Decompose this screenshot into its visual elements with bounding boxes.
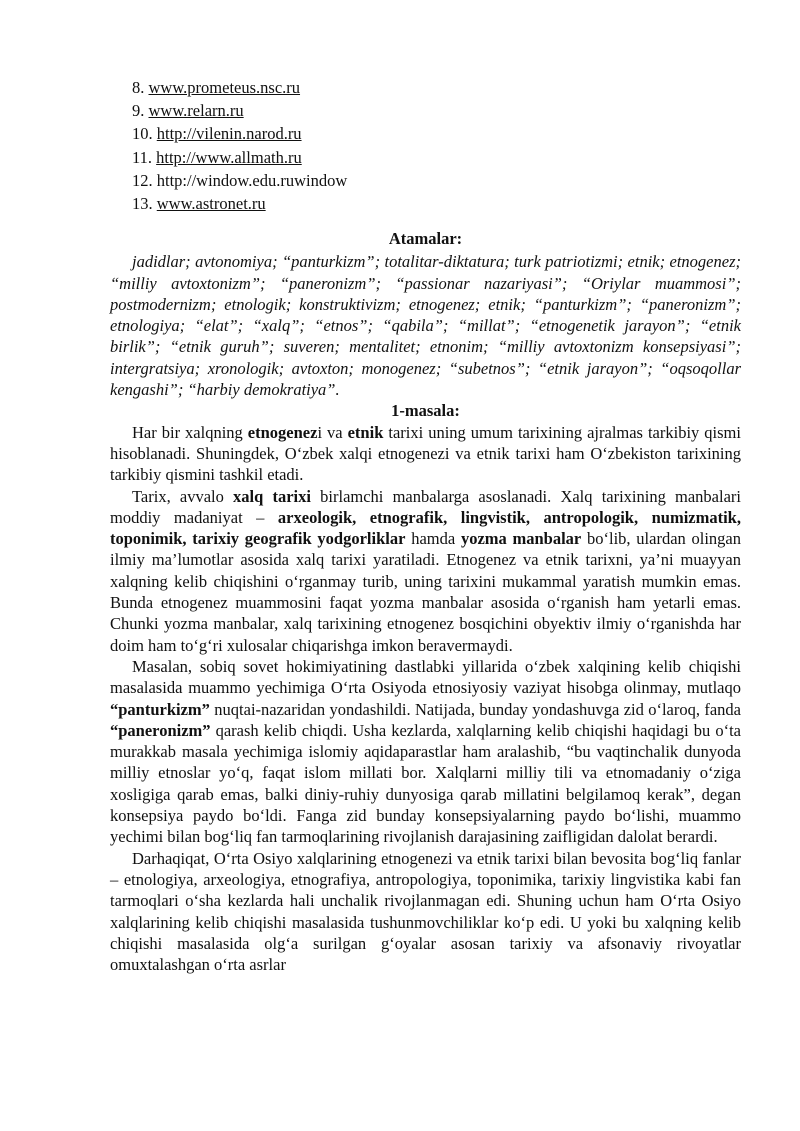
bold-term: etnik [347, 422, 384, 442]
document-body [110, 228, 741, 975]
text-run: Har bir xalqning [132, 422, 248, 442]
text-run: tarixi uning umum tarixining ajralmas tarkibiy qismi hisoblanadi. Shuningdek, O‘zbek xalqi etnogenezi va etnik tarixi ham O‘zbekiston tarixining tarkibiy qismini tashkil etadi. [110, 422, 741, 485]
paragraph-4: Darhaqiqat, O‘rta Osiyo xalqlarining etnogenezi va etnik tarixi bilan bevosita bog‘liq fanlar – etnologiya, arxeologiya, etnografiya, antropologiya, toponimika, tarixiy lingvistika kabi fan tarmoqlari o‘sha kezlarda hali unchalik rivojlanmagan edi. Shuning uchun ham O‘rta Osiyo xalqlarining kelib chiqishi masalasida tushunmovchiliklar ko‘p edi. U yoki bu xalqning kelib chiqishi masalasida olg‘a surilgan g‘oyalar asosan tarixiy va afsonaviy rivoyatlar omuxtalashgan o‘rta asrlar [110, 848, 741, 975]
reference-link[interactable]: http://vilenin.narod.ru [156, 124, 302, 144]
bold-term: “panturkizm” [110, 699, 210, 719]
text-run: i va [317, 422, 348, 442]
text-run: qarash kelib chiqdi. Usha kezlarda, xalqlarning kelib chiqishi haqidagi bu o‘ta murakkab masala yechimiga islomiy aqidaparastlar ham aralashib, “bu vaqtinchalik dunyoda milliy etnoslar yo‘q, faqat islom millati bor. Xalqlarni milliy tili va etnomadaniy o‘ziga xosligiga qarab emas, balki diniy-ruhiy dunyosiga qarab millatini belgilamoq kerak”, degan konsepsiya paydo bo‘ldi. Fanga zid bunday konsepsiyalarning paydo bo‘lishi, muammo yechimi bilan bog‘liq fan tarmoqlarining rivojlanish darajasining zaifligidan dalolat berardi. [110, 720, 741, 847]
bold-term: xalq tarixi [233, 486, 311, 506]
link-number: 12. [132, 170, 153, 190]
text-run: Masalan, sobiq sovet hokimiyatining dastlabki yillarida o‘zbek xalqining kelib chiqishi masalasida muammo yechimiga O‘rta Osiyoda etnosiyosiy vaziyat hisobga olinmay, mutlaqo [110, 656, 741, 698]
bold-term: “paneronizm” [110, 720, 211, 740]
link-number: 11. [132, 147, 153, 167]
link-number: 10. [132, 124, 153, 144]
reference-link[interactable]: www.prometeus.nsc.ru [148, 78, 301, 97]
reference-link-item [132, 192, 347, 215]
reference-link-item [132, 99, 347, 122]
reference-link-item [132, 76, 347, 99]
bold-term: yozma manbalar [460, 529, 582, 549]
reference-links-list [132, 76, 347, 215]
link-number: 8. [132, 78, 145, 97]
paragraph-2 [110, 486, 741, 656]
text-run: birlamchi manbalarga asoslanadi. Xalq tarixining manbalari moddiy madaniyat – [110, 486, 741, 527]
link-number: 13. [132, 194, 153, 214]
bold-term: arxeologik, etnografik, lingvistik, antropologik, numizmatik, toponimik, tarixiy geografik yodgorliklar [110, 507, 741, 549]
reference-link[interactable]: http://www.allmath.ru [156, 147, 302, 167]
paragraph-1 [110, 422, 741, 486]
terms-paragraph: jadidlar; avtonomiya; “panturkizm”; totalitar-diktatura; turk patriotizmi; etnik; etnogenez; “milliy avtoxtonizm”; “paneronizm”; “passionar nazariyasi”; “Oriylar muammosi”; postmodernizm; etnologik; konstruktivizm; etnogenez; etnik; “panturkizm”; “paneronizm”; etnologiya; “elat”; “xalq”; “etnos”; “qabila”; “millat”; “etnogenetik jarayon”; “etnik birlik”; “etnik guruh”; suveren; mentalitet; etnonim; “milliy avtoxtonizm konsepsiyasi”; intergratsiya; xronologik; avtoxton; monogenez; “subetnos”; “etnik jarayon”; “oqsoqollar kengashi”; “harbiy demokratiya”. [110, 252, 741, 400]
text-run: hamda [405, 529, 461, 549]
paragraph-3 [110, 656, 741, 848]
problem-heading: 1-masala: [391, 401, 460, 421]
terms-heading: Atamalar: [388, 229, 463, 248]
reference-link-item [132, 122, 347, 145]
reference-link[interactable]: www.astronet.ru [156, 194, 266, 214]
text-run: Tarix, avvalo [132, 486, 234, 506]
reference-link[interactable]: www.relarn.ru [148, 101, 244, 121]
reference-link-plain: http://window.edu.ruwindow [156, 170, 348, 190]
reference-link-item [132, 169, 347, 192]
text-run: bo‘lib, ulardan olingan ilmiy ma’lumotlar asosida xalq tarixi yaratiladi. Etnogenez va etnik tarixni, ya’ni muayyan xalqning kelib chiqishini o‘rganmay turib, uning tarixini mukammal yaratish mumkin emas. Bunda etnogenez muammosini faqat yozma manbalar asosida o‘rganish ham yetarli emas. Chunki yozma manbalar, xalq tarixining etnogenez bosqichini obyektiv ilmiy o‘rganishda har doim ham to‘g‘ri xulosalar chiqarishga imkon beravermaydi. [110, 529, 742, 655]
text-run: nuqtai-nazaridan yondashildi. Natijada, bunday yondashuvga zid o‘laroq, fanda [209, 699, 741, 719]
link-number: 9. [132, 101, 145, 121]
bold-term: etnogenez [247, 422, 318, 442]
reference-link-item [132, 146, 347, 169]
